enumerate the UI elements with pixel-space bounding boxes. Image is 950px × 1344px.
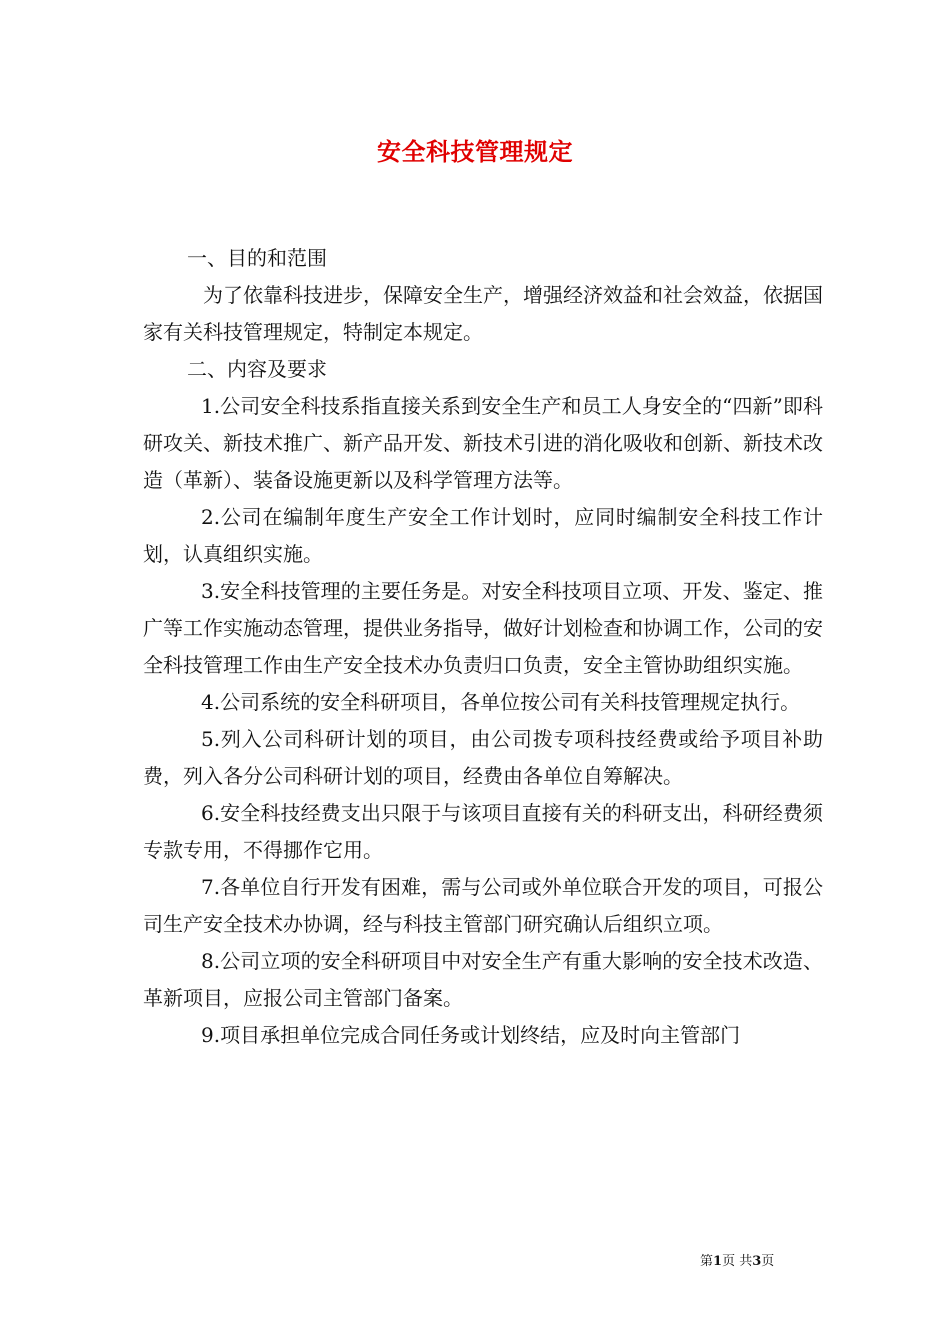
footer-suffix: 页 xyxy=(761,1254,775,1269)
footer-middle: 页 共 xyxy=(722,1254,753,1269)
list-item-9: 9.项目承担单位完成合同任务或计划终结，应及时向主管部门 xyxy=(201,1023,741,1047)
document-title: 安全科技管理规定 xyxy=(377,137,573,166)
list-item-6: 6.安全科技经费支出只限于与该项目直接有关的科研支出，科研经费须专款专用，不得挪作它用。 xyxy=(143,801,823,862)
list-item-4: 4.公司系统的安全科研项目，各单位按公司有关科技管理规定执行。 xyxy=(201,690,801,714)
footer-current-page: 1 xyxy=(713,1254,723,1269)
list-item-3: 3.安全科技管理的主要任务是。对安全科技项目立项、开发、鉴定、推广等工作实施动态管理，提供业务指导，做好计划检查和协调工作，公司的安全科技管理工作由生产安全技术办负责归口负责，安全主管协助组织实施。 xyxy=(143,579,823,677)
list-item-2: 2.公司在编制年度生产安全工作计划时，应同时编制安全科技工作计划，认真组织实施。 xyxy=(143,505,823,566)
section-heading-purpose: 一、目的和范围 xyxy=(187,246,327,270)
list-item-1: 1.公司安全科技系指直接关系到安全生产和员工人身安全的“四新”即科研攻关、新技术推广、新产品开发、新技术引进的消化吸收和创新、新技术改造（革新）、装备设施更新以及科学管理方法等。 xyxy=(143,394,823,492)
paragraph-purpose: 为了依靠科技进步，保障安全生产，增强经济效益和社会效益，依据国家有关科技管理规定，特制定本规定。 xyxy=(143,283,823,344)
section-heading-content: 二、内容及要求 xyxy=(187,357,327,381)
document-body xyxy=(143,240,823,1054)
footer-prefix: 第 xyxy=(700,1254,714,1269)
page-number-footer xyxy=(700,1250,820,1269)
footer-total-pages: 3 xyxy=(752,1254,762,1269)
list-item-8: 8.公司立项的安全科研项目中对安全生产有重大影响的安全技术改造、革新项目，应报公司主管部门备案。 xyxy=(143,949,823,1010)
list-item-7: 7.各单位自行开发有困难，需与公司或外单位联合开发的项目，可报公司生产安全技术办协调，经与科技主管部门研究确认后组织立项。 xyxy=(143,875,823,936)
list-item-5: 5.列入公司科研计划的项目，由公司拨专项科技经费或给予项目补助费，列入各分公司科研计划的项目，经费由各单位自筹解决。 xyxy=(143,727,823,788)
